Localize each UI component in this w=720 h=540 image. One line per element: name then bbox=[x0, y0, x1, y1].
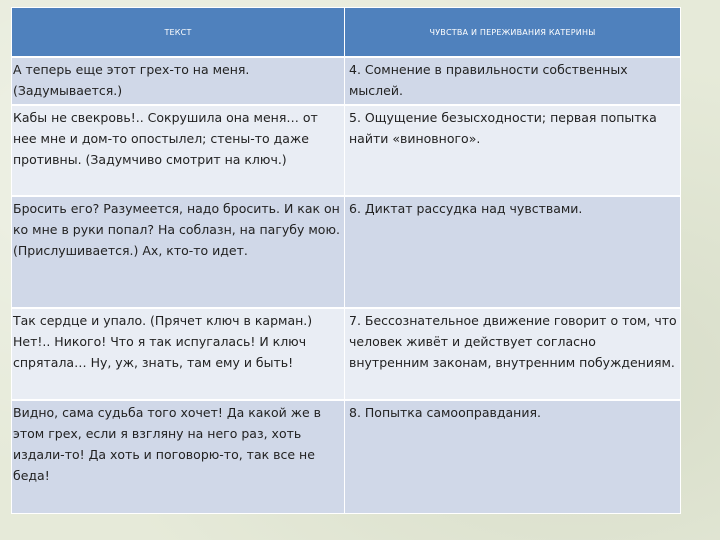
text-cell: Кабы не свекровь!.. Сокрушила она меня… от нее мне и дом-то опостылел; стены-то даже противны. (Задумчиво смотрит на ключ.) bbox=[12, 105, 345, 196]
table-header-row bbox=[12, 8, 681, 57]
table-row bbox=[12, 196, 681, 308]
feeling-cell: 8. Попытка самооправдания. bbox=[345, 400, 681, 514]
text-cell: А теперь еще этот грех-то на меня. (Задумывается.) bbox=[12, 57, 345, 105]
table-row bbox=[12, 105, 681, 196]
header-text: ТЕКСТ bbox=[12, 8, 345, 57]
table-row bbox=[12, 57, 681, 105]
feeling-cell: 4. Сомнение в правильности собственных мыслей. bbox=[345, 57, 681, 105]
feeling-cell: 7. Бессознательное движение говорит о том, что человек живёт и действует согласно внутренним законам, внутренним побуждениям. bbox=[345, 308, 681, 400]
text-feelings-table bbox=[11, 7, 681, 514]
text-cell: Видно, сама судьба того хочет! Да какой же в этом грех, если я взгляну на него раз, хоть издали-то! Да хоть и поговорю-то, так все не беда! bbox=[12, 400, 345, 514]
text-cell: Так сердце и упало. (Прячет ключ в карман.) Нет!.. Никого! Что я так испугалась! И ключ спрятала… Ну, уж, знать, там ему и быть! bbox=[12, 308, 345, 400]
header-feelings: ЧУВСТВА И ПЕРЕЖИВАНИЯ КАТЕРИНЫ bbox=[345, 8, 681, 57]
table-row bbox=[12, 308, 681, 400]
feeling-cell: 6. Диктат рассудка над чувствами. bbox=[345, 196, 681, 308]
feeling-cell: 5. Ощущение безысходности; первая попытка найти «виновного». bbox=[345, 105, 681, 196]
table-row bbox=[12, 400, 681, 514]
text-cell: Бросить его? Разумеется, надо бросить. И как он ко мне в руки попал? На соблазн, на пагубу мою. (Прислушивается.) Ах, кто-то идет. bbox=[12, 196, 345, 308]
